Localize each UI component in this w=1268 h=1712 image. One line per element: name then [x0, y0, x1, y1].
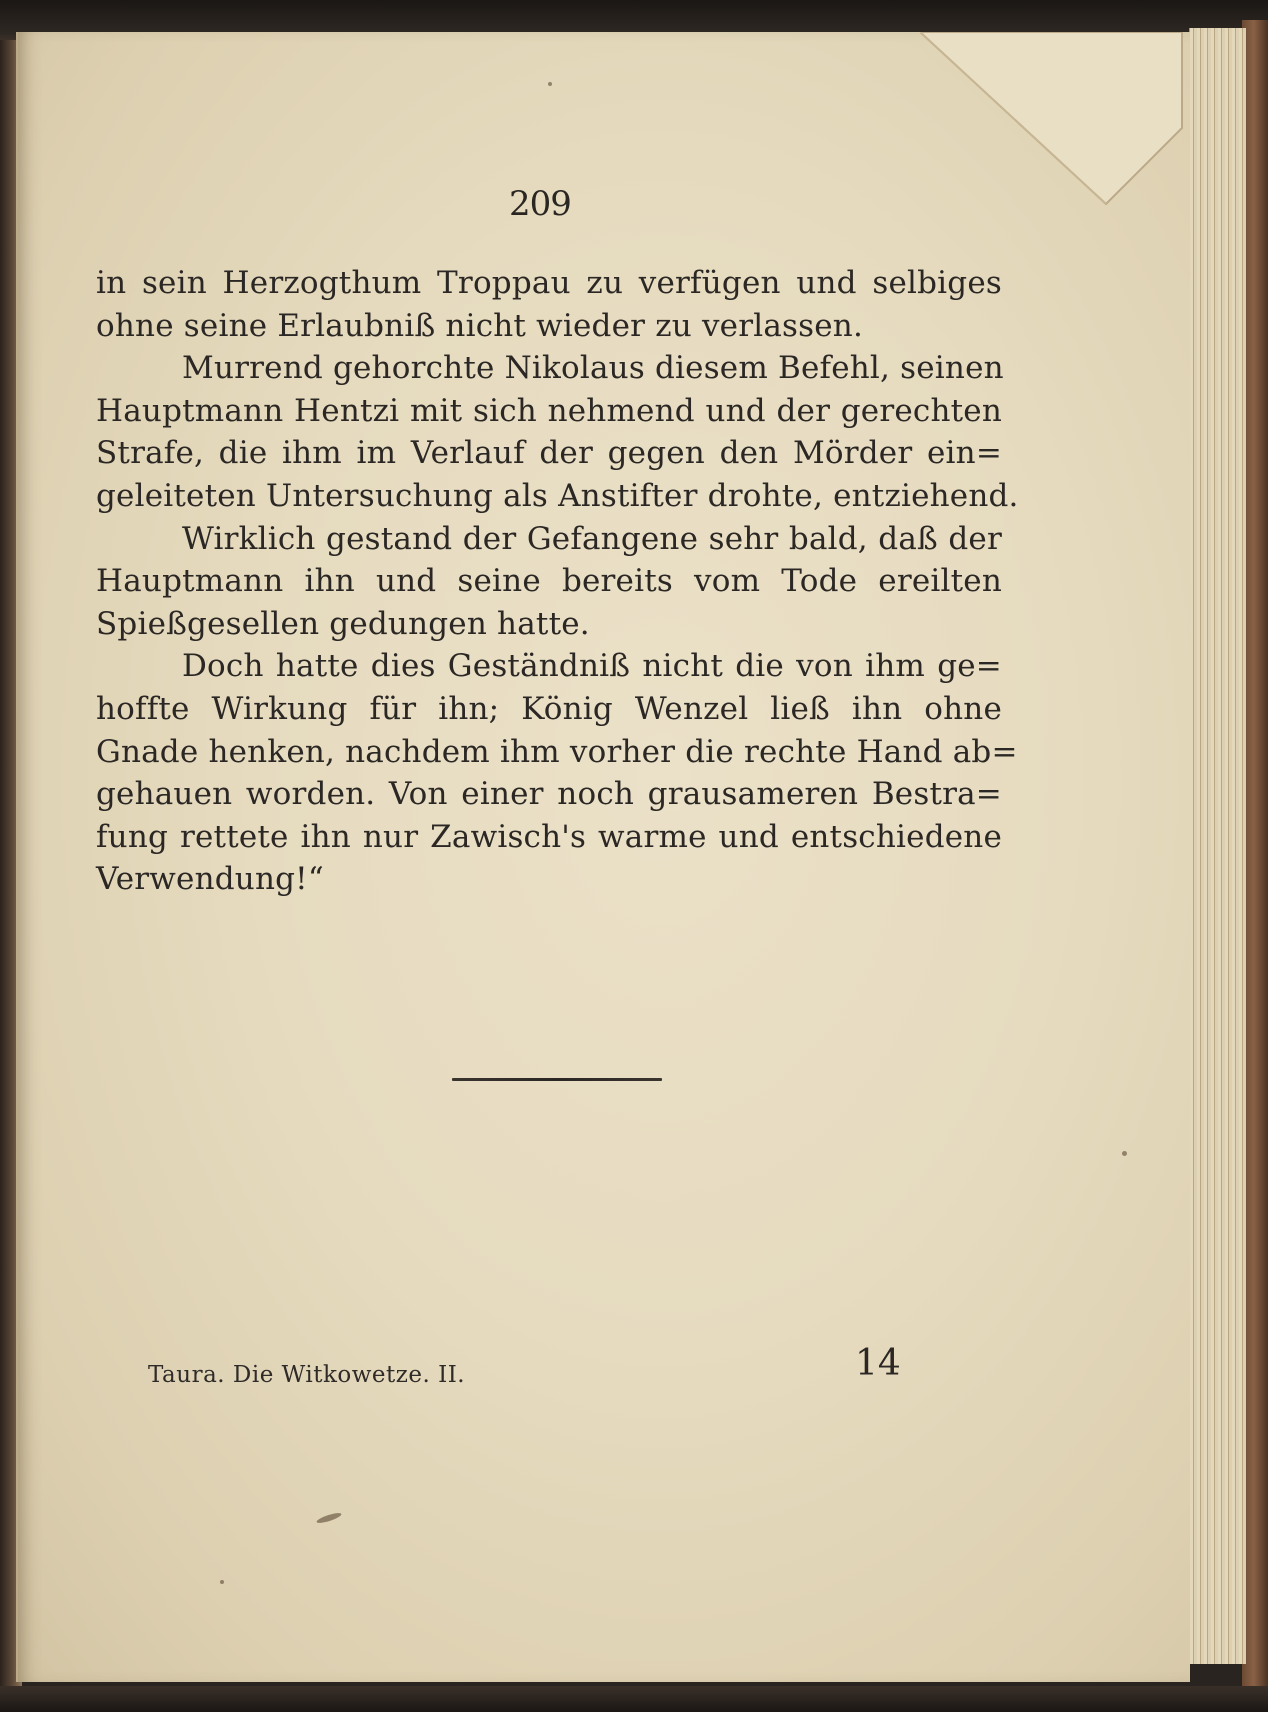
folded-corner: [920, 32, 1190, 212]
paragraph: [96, 347, 1019, 517]
text-line: in sein Herzogthum Troppau zu verfügen und selbiges: [96, 265, 1002, 301]
text-line: Doch hatte dies Geständniß nicht die von ihm ge=: [182, 648, 1002, 685]
text-line: Strafe, die ihm im Verlauf der gegen den Mörder ein=: [96, 435, 1002, 472]
paper-speck: [1122, 1151, 1127, 1156]
paper-speck: [220, 1580, 224, 1584]
page-edges: [1189, 28, 1246, 1664]
body-text: [96, 262, 1019, 901]
text-line: Hauptmann Hentzi mit sich nehmend und der gerechten: [96, 392, 1002, 429]
text-line: hoffte Wirkung für ihn; König Wenzel ließ ihn ohne: [96, 690, 1002, 727]
section-divider-rule: [452, 1078, 662, 1081]
paragraph: [96, 645, 1018, 901]
binding-bottom-edge: [0, 1686, 1268, 1712]
paragraph: [96, 518, 1002, 646]
signature-line: Taura. Die Witkowetze. II.: [148, 1362, 466, 1388]
page-number: 209: [509, 184, 571, 224]
sheet-number: 14: [855, 1343, 901, 1384]
text-line: Gnade henken, nachdem ihm vorher die rechte Hand ab=: [96, 733, 1018, 770]
text-line: ohne seine Erlaubniß nicht wieder zu verlassen.: [96, 307, 864, 344]
text-line: Murrend gehorchte Nikolaus diesem Befehl, seinen: [182, 350, 1004, 387]
text-line: Spießgesellen gedungen hatte.: [96, 605, 590, 642]
text-line: Hauptmann ihn und seine bereits vom Tode ereilten: [96, 563, 1002, 600]
paper-speck: [548, 82, 552, 86]
text-line: fung rettete ihn nur Zawisch's warme und entschiedene: [96, 818, 1002, 855]
text-line: Verwendung!“: [96, 861, 324, 898]
text-line: geleiteten Untersuchung als Anstifter drohte, entziehend.: [96, 477, 1019, 514]
paragraph: [96, 262, 1002, 347]
text-line: gehauen worden. Von einer noch grausameren Bestra=: [96, 776, 1002, 813]
text-line: Wirklich gestand der Gefangene sehr bald, daß der: [182, 520, 1002, 557]
